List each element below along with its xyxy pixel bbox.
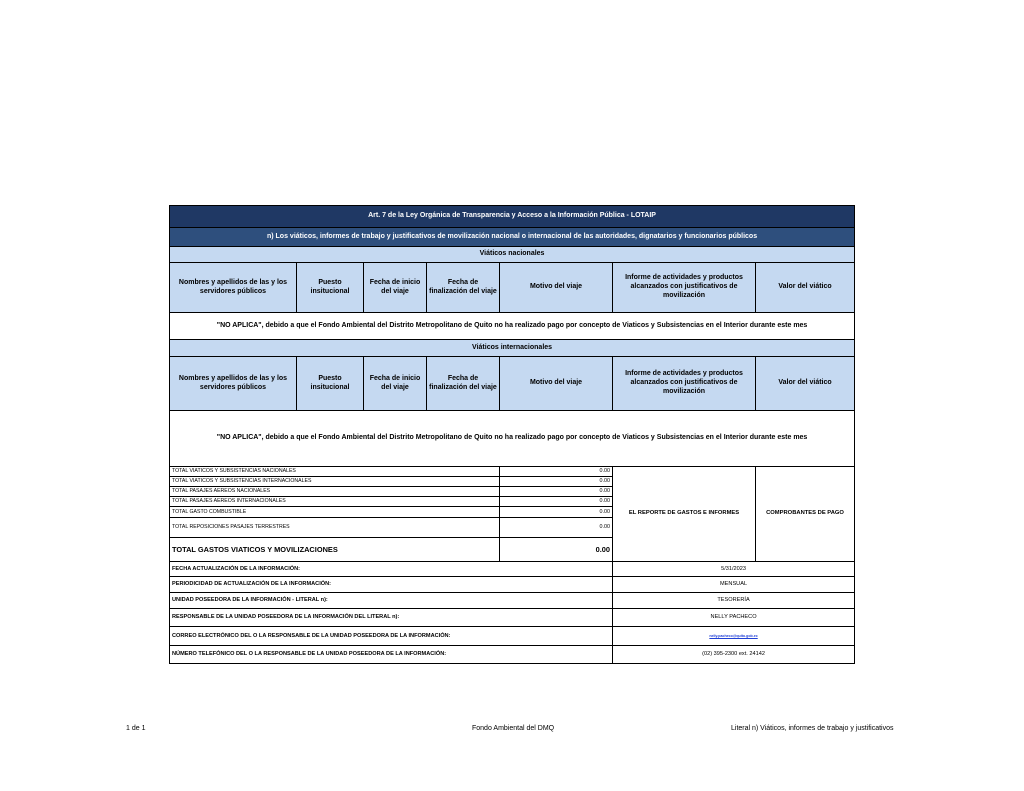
column-header-motivo: Motivo del viaje	[500, 357, 613, 411]
viaticos-table	[169, 205, 855, 664]
column-header-puesto: Puesto insitucional	[297, 357, 364, 411]
footer-right-text: Literal n) Viáticos, informes de trabajo y justificativos	[731, 725, 894, 732]
grand-total-label: TOTAL GASTOS VIATICOS Y MOVILIZACIONES	[170, 538, 500, 562]
total-row-label: TOTAL REPOSICIONES PASAJES TERRESTRES	[170, 518, 500, 538]
total-row-value: 0.00	[500, 467, 613, 477]
column-header-puesto: Puesto insitucional	[297, 263, 364, 313]
telefono-value: (02) 395-2300 ext. 24142	[613, 646, 855, 664]
total-row-value: 0.00	[500, 497, 613, 507]
column-header-informe: Informe de actividades y productos alcanzados con justificativos de movilización	[613, 357, 756, 411]
total-row-label: TOTAL PASAJES AEREOS NACIONALES	[170, 487, 500, 497]
fecha-actualizacion-label: FECHA ACTUALIZACIÓN DE LA INFORMACIÓN:	[170, 562, 613, 577]
column-header-valor: Valor del viático	[756, 357, 855, 411]
lotaip-table-sheet	[169, 205, 854, 664]
column-header-fecha-inicio: Fecha de inicio del viaje	[364, 263, 427, 313]
telefono-label: NÚMERO TELEFÓNICO DEL O LA RESPONSABLE DE LA UNIDAD POSEEDORA DE LA INFORMACIÓN:	[170, 646, 613, 664]
no-aplica-note-internacionales: "NO APLICA", debido a que el Fondo Ambiental del Distrito Metropolitano de Quito no ha realizado pago por concepto de Viaticos y Subsistencias en el Interior durante este mes	[170, 411, 855, 467]
footer-center-text: Fondo Ambiental del DMQ	[472, 725, 555, 732]
section-title-internacionales: Viáticos internacionales	[170, 340, 855, 357]
receipts-link-cell[interactable]: COMPROBANTES DE PAGO	[756, 467, 855, 562]
periodicidad-label: PERIODICIDAD DE ACTUALIZACIÓN DE LA INFORMACIÓN:	[170, 577, 613, 593]
total-row-value: 0.00	[500, 487, 613, 497]
report-link-cell[interactable]: EL REPORTE DE GASTOS E INFORMES	[613, 467, 756, 562]
responsable-value: NELLY PACHECO	[613, 609, 855, 627]
column-header-informe: Informe de actividades y productos alcanzados con justificativos de movilización	[613, 263, 756, 313]
section-title-nacionales: Viáticos nacionales	[170, 247, 855, 263]
fecha-actualizacion-value: 5/31/2023	[613, 562, 855, 577]
total-row-label: TOTAL GASTO COMBUSTIBLE	[170, 507, 500, 518]
total-row-value: 0.00	[500, 518, 613, 538]
total-row-label: TOTAL VIATICOS Y SUBSISTENCIAS NACIONALES	[170, 467, 500, 477]
column-header-nombres: Nombres y apellidos de las y los servidores públicos	[170, 357, 297, 411]
email-link[interactable]: nelly.pacheco@quito.gob.ec	[709, 633, 758, 638]
grand-total-value: 0.00	[500, 538, 613, 562]
footer-page-number: 1 de 1	[126, 725, 146, 732]
column-header-motivo: Motivo del viaje	[500, 263, 613, 313]
column-header-fecha-fin: Fecha de finalización del viaje	[427, 357, 500, 411]
unidad-poseedora-value: TESORERÍA	[613, 593, 855, 609]
no-aplica-note-nacionales: "NO APLICA", debido a que el Fondo Ambiental del Distrito Metropolitano de Quito no ha realizado pago por concepto de Viaticos y Subsistencias en el Interior durante este mes	[170, 313, 855, 340]
column-header-valor: Valor del viático	[756, 263, 855, 313]
periodicidad-value: MENSUAL	[613, 577, 855, 593]
unidad-poseedora-label: UNIDAD POSEEDORA DE LA INFORMACIÓN - LITERAL n):	[170, 593, 613, 609]
literal-subtitle: n) Los viáticos, informes de trabajo y justificativos de movilización nacional o internacional de las autoridades, dignatarios y funcionarios públicos	[170, 228, 855, 247]
total-row-label: TOTAL PASAJES AEREOS INTERNACIONALES	[170, 497, 500, 507]
column-header-nombres: Nombres y apellidos de las y los servidores públicos	[170, 263, 297, 313]
column-header-fecha-fin: Fecha de finalización del viaje	[427, 263, 500, 313]
correo-label: CORREO ELECTRÓNICO DEL O LA RESPONSABLE DE LA UNIDAD POSEEDORA DE LA INFORMACIÓN:	[170, 627, 613, 646]
responsable-label: RESPONSABLE DE LA UNIDAD POSEEDORA DE LA INFORMACIÓN DEL LITERAL n):	[170, 609, 613, 627]
total-row-value: 0.00	[500, 507, 613, 518]
total-row-label: TOTAL VIATICOS Y SUBSISTENCIAS INTERNACIONALES	[170, 477, 500, 487]
correo-value-cell	[613, 627, 855, 646]
document-title: Art. 7 de la Ley Orgánica de Transparencia y Acceso a la Información Pública - LOTAIP	[170, 206, 855, 228]
total-row-value: 0.00	[500, 477, 613, 487]
column-header-fecha-inicio: Fecha de inicio del viaje	[364, 357, 427, 411]
